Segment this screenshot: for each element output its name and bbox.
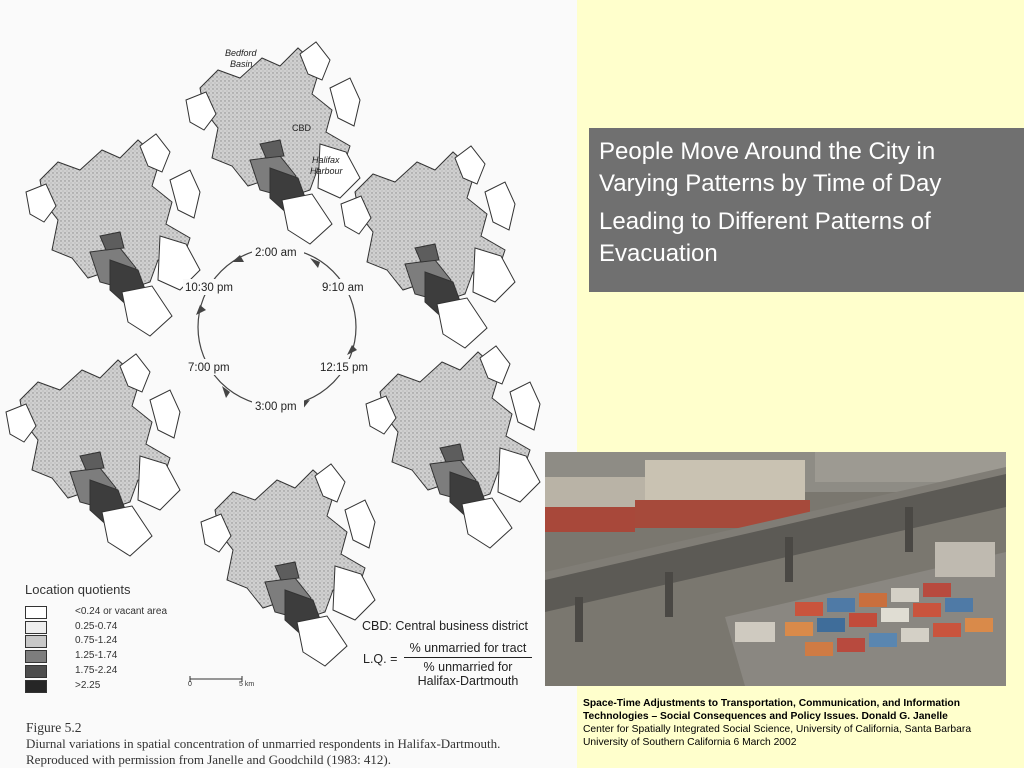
legend-label: 1.75-2.24 (75, 665, 118, 676)
caption-figure-number: Figure 5.2 (26, 720, 82, 735)
lq-numerator: % unmarried for tract (404, 641, 532, 658)
scale-bar (185, 676, 255, 692)
legend-row (25, 606, 225, 620)
citation-affiliation: Center for Spatially Integrated Social Science, University of California, Santa Barbara (583, 724, 972, 735)
source-citation (583, 697, 1023, 749)
map-label-basin: Basin (230, 59, 253, 69)
map-label-harbour: Harbour (310, 166, 343, 176)
map-7pm (6, 354, 180, 556)
lq-prefix: L.Q. = (363, 652, 398, 666)
map-1215pm (366, 346, 540, 548)
legend-row (25, 650, 225, 664)
time-label-7pm: 7:00 pm (188, 362, 230, 374)
legend-swatch (25, 635, 47, 648)
legend-label: 0.25-0.74 (75, 621, 118, 632)
map-label-halifax: Halifax (312, 155, 340, 165)
caption-line-1: Diurnal variations in spatial concentration of unmarried respondents in Halifax-Dartmouth. (26, 736, 501, 751)
time-label-3pm: 3:00 pm (255, 401, 297, 413)
legend-row (25, 635, 225, 649)
map-3pm (201, 464, 375, 666)
legend-label: <0.24 or vacant area (75, 606, 168, 617)
legend-row (25, 621, 225, 635)
time-label-1215pm: 12:15 pm (320, 362, 368, 374)
aerial-photo-illustration (545, 452, 1006, 686)
lq-denominator-2: Halifax-Dartmouth (417, 674, 519, 688)
time-label-910am: 9:10 am (322, 282, 364, 294)
figure-caption (26, 720, 566, 768)
scale-zero: 0 (188, 681, 192, 688)
citation-event: University of Southern California 6 March 2002 (583, 737, 797, 748)
cbd-definition: CBD: Central business district (362, 619, 529, 633)
legend-label: 1.25-1.74 (75, 650, 118, 661)
legend-swatch (25, 665, 47, 678)
lq-formula (404, 641, 532, 688)
map-label-cbd: CBD (292, 123, 312, 133)
lq-denominator-1: % unmarried for (423, 660, 513, 674)
caption-line-2: Reproduced with permission from Janelle and Goodchild (1983: 412). (26, 752, 392, 767)
map-1030pm (26, 134, 200, 336)
collapsed-freeway-photo (545, 452, 1006, 686)
legend-swatch (25, 606, 47, 619)
time-label-2am: 2:00 am (255, 247, 297, 259)
legend-label: 0.75-1.24 (75, 635, 118, 646)
legend-swatch (25, 650, 47, 663)
legend-title: Location quotients (25, 582, 131, 597)
map-2am (186, 42, 360, 244)
time-label-1030pm: 10:30 pm (185, 282, 233, 294)
map-910am (341, 146, 515, 348)
legend-swatch (25, 680, 47, 693)
slide-title-line-1: People Move Around the City in Varying Patterns by Time of Day (599, 138, 942, 197)
map-label-bedford: Bedford (225, 48, 257, 58)
slide-title-line-2: Leading to Different Patterns of Evacuation (599, 208, 931, 267)
legend-swatch (25, 621, 47, 634)
time-cycle (183, 243, 376, 413)
scale-km: 5 km (239, 681, 255, 688)
legend-label: >2.25 (75, 680, 101, 691)
slide-title-box (589, 128, 1024, 292)
citation-title: Space-Time Adjustments to Transportation, Communication, and Information Technologies – Social Consequences and Policy Issues. Donald G. Janelle (583, 698, 961, 722)
